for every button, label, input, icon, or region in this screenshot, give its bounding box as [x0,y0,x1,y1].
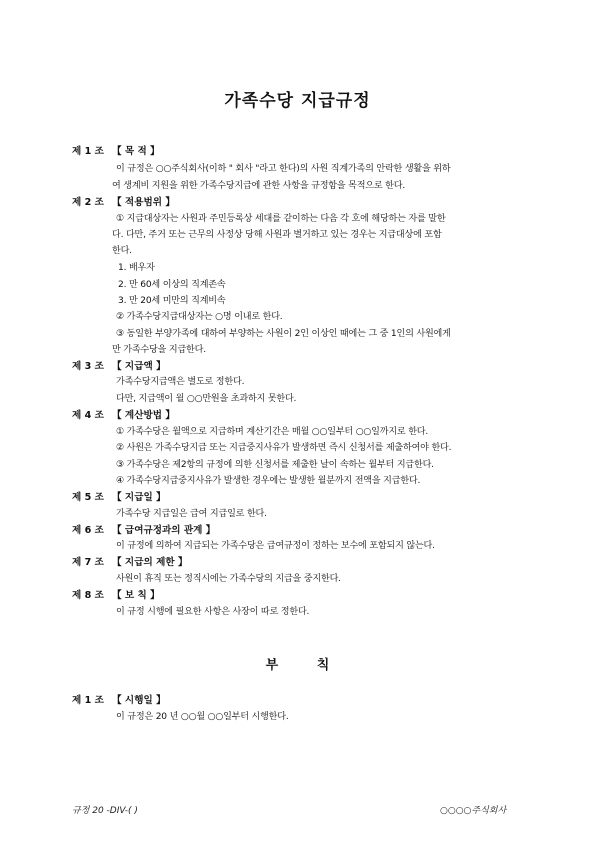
article-3-line-1: 가족수당지급액은 별도로 정한다. [116,377,245,387]
article-5-heading [72,489,166,503]
article-title: 【 급여규정과의 관계 】 [112,525,216,536]
supplement-article-heading [72,692,166,706]
supplement-title: 부 칙 [265,658,330,673]
article-number: 제 7 조 [72,557,104,568]
article-6-heading [72,522,215,536]
article-2-line-2: 다. 다만, 주거 또는 근무의 사정상 당해 사원과 별거하고 있는 경우는 지급대상에 포함 [112,230,442,240]
article-4-para-4: ④ 가족수당지급중지사유가 발생한 경우에는 발생한 월분까지 전액을 지급한다. [116,476,421,486]
article-3-line-2: 다만, 지급액이 월 ○○만원을 초과하지 못한다. [116,394,297,404]
article-4-heading [72,407,175,421]
article-3-heading [72,358,166,372]
article-2-para-3: ③ 동일한 부양가족에 대하여 부양하는 사원이 2인 이상인 때에는 그 중 1인의 사원에게 [116,329,451,339]
article-7-line-1: 사원이 휴직 또는 정직시에는 가족수당의 지급을 중지한다. [116,574,341,584]
article-2-item-2: 2. 만 60세 이상의 직계존속 [118,280,226,290]
article-2-line-3: 한다. [112,246,132,256]
article-1-heading [72,143,160,157]
article-title: 【 시행일 】 [112,695,166,706]
article-2-line-1: ① 지급대상자는 사원과 주민등록상 세대를 같이하는 다음 각 호에 해당하는 자를 말한 [116,214,446,224]
article-2-para-3-cont: 만 가족수당을 지급한다. [112,345,206,355]
footer-company: ○○○○주식회사 [440,806,507,816]
article-title: 【 보 칙 】 [112,590,160,601]
article-number: 제 1 조 [72,146,104,157]
article-number: 제 3 조 [72,361,104,372]
article-title: 【 적용범위 】 [112,197,175,208]
article-number: 제 6 조 [72,525,104,536]
article-2-item-3: 3. 만 20세 미만의 직계비속 [118,296,226,306]
article-2-para-2: ② 가족수당지급대상자는 ○명 이내로 한다. [116,312,283,322]
article-title: 【 지급일 】 [112,492,166,503]
article-2-item-1: 1. 배우자 [118,263,155,273]
footer-doc-code: 규정 20 -DIV-( ) [72,806,138,816]
article-number: 제 8 조 [72,590,104,601]
article-number: 제 1 조 [72,695,104,706]
article-number: 제 5 조 [72,492,104,503]
article-6-line-1: 이 규정에 의하여 지급되는 가족수당은 급여규정이 정하는 보수에 포함되지 않는다. [116,541,435,551]
article-title: 【 지급액 】 [112,361,166,372]
article-number: 제 2 조 [72,197,104,208]
article-4-para-1: ① 가족수당은 월액으로 지급하며 계산기간은 매월 ○○일부터 ○○일까지로 한다. [116,427,429,437]
article-7-heading [72,554,188,568]
page-title: 가족수당 지급규정 [224,91,371,111]
article-8-line-1: 이 규정 시행에 필요한 사항은 사장이 따로 정한다. [116,607,310,617]
article-8-heading [72,587,160,601]
supplement-line-1: 이 규정은 20 년 ○○월 ○○일부터 시행한다. [116,712,289,722]
article-1-line-2: 여 생계비 지원을 위한 가족수당지급에 관한 사항을 규정함을 목적으로 한다. [112,181,406,191]
article-title: 【 지급의 제한 】 [112,557,188,568]
article-4-para-2: ② 사원은 가족수당지급 또는 지급중지사유가 발생하면 즉시 신청서를 제출하여야 한다. [116,443,452,453]
article-4-para-3: ③ 가족수당은 제2항의 규정에 의한 신청서를 제출한 날이 속하는 월부터 지급한다. [116,460,434,470]
article-title: 【 계산방법 】 [112,410,175,421]
article-title: 【 목 적 】 [112,146,160,157]
article-5-line-1: 가족수당 지급일은 급여 지급일로 한다. [116,509,267,519]
article-2-heading [72,194,175,208]
article-1-line-1: 이 규정은 ○○주식회사(이하 " 회사 "라고 한다)의 사원 직계가족의 안락한 생활을 위하 [116,164,451,174]
article-number: 제 4 조 [72,410,104,421]
